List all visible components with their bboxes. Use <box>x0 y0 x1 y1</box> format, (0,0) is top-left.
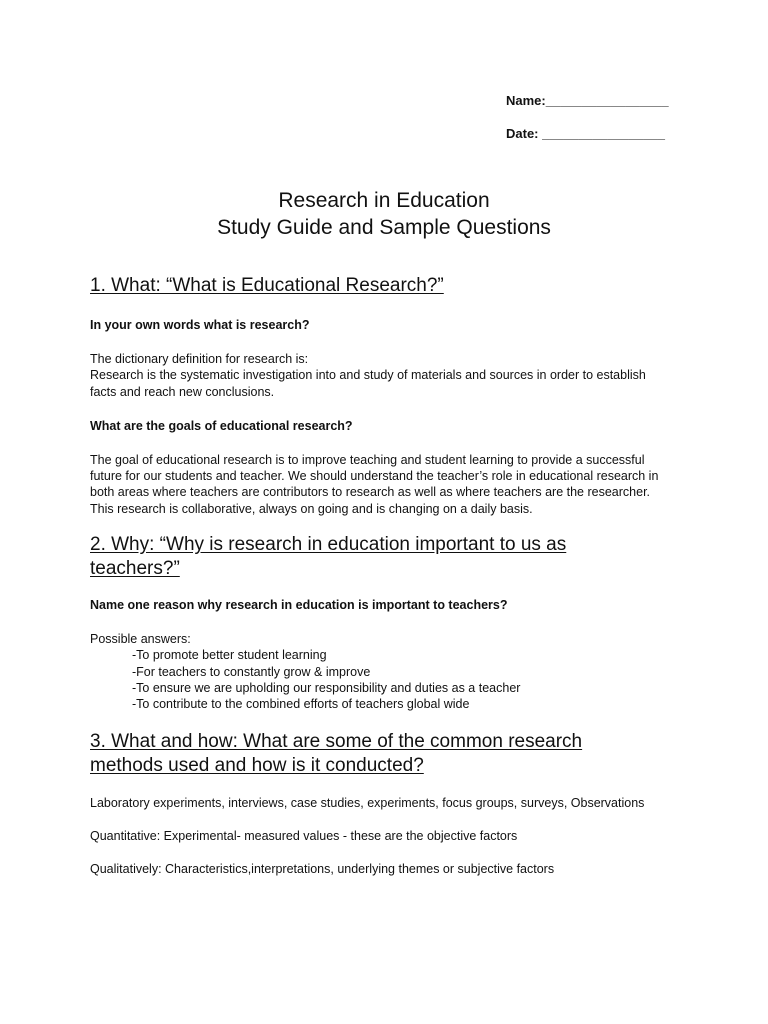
title-line-1: Research in Education <box>278 189 490 212</box>
section-1-question-1: In your own words what is research? <box>90 318 310 332</box>
goals-text: The goal of educational research is to improve teaching and student learning to provide a successful future for our students and teacher. We should understand the teacher’s role in educational research in both areas where teachers are contributors to research as well as where teachers are the researcher. This research is collaborative, always on going and is changing on a daily basis. <box>90 452 659 516</box>
definition-intro: The dictionary definition for research is: <box>90 352 309 366</box>
methods-text: Laboratory experiments, interviews, case studies, experiments, focus groups, surveys, Observations <box>90 795 645 810</box>
answer-item: -To ensure we are upholding our responsibility and duties as a teacher <box>132 680 521 695</box>
qualitative-text: Qualitatively: Characteristics,interpretations, underlying themes or subjective factors <box>90 862 555 877</box>
document-title <box>0 187 768 241</box>
quantitative-text: Quantitative: Experimental- measured values - these are the objective factors <box>90 828 518 843</box>
document-body <box>90 274 660 877</box>
title-line-2: Study Guide and Sample Questions <box>217 216 551 239</box>
answer-item: -To promote better student learning <box>132 648 327 663</box>
answer-item: -For teachers to constantly grow & improve <box>132 664 371 679</box>
section-2-heading: 2. Why: “Why is research in education important to us as teachers?” <box>90 534 567 580</box>
section-3-heading: 3. What and how: What are some of the common research methods used and how is it conducted? <box>90 730 583 776</box>
header-fields <box>506 93 669 159</box>
name-field: Name:_________________ <box>506 93 669 108</box>
section-2-question-1: Name one reason why research in education is important to teachers? <box>90 598 508 613</box>
possible-answers-list <box>90 647 660 712</box>
answers-intro: Possible answers: <box>90 632 191 647</box>
definition-text: Research is the systematic investigation into and study of materials and sources in order to establish facts and reach new conclusions. <box>90 368 646 399</box>
answer-item: -To contribute to the combined efforts of teachers global wide <box>132 697 470 712</box>
date-field: Date: _________________ <box>506 126 666 141</box>
section-1-question-2: What are the goals of educational research? <box>90 418 353 433</box>
section-1-heading: 1. What: “What is Educational Research?” <box>90 275 444 296</box>
